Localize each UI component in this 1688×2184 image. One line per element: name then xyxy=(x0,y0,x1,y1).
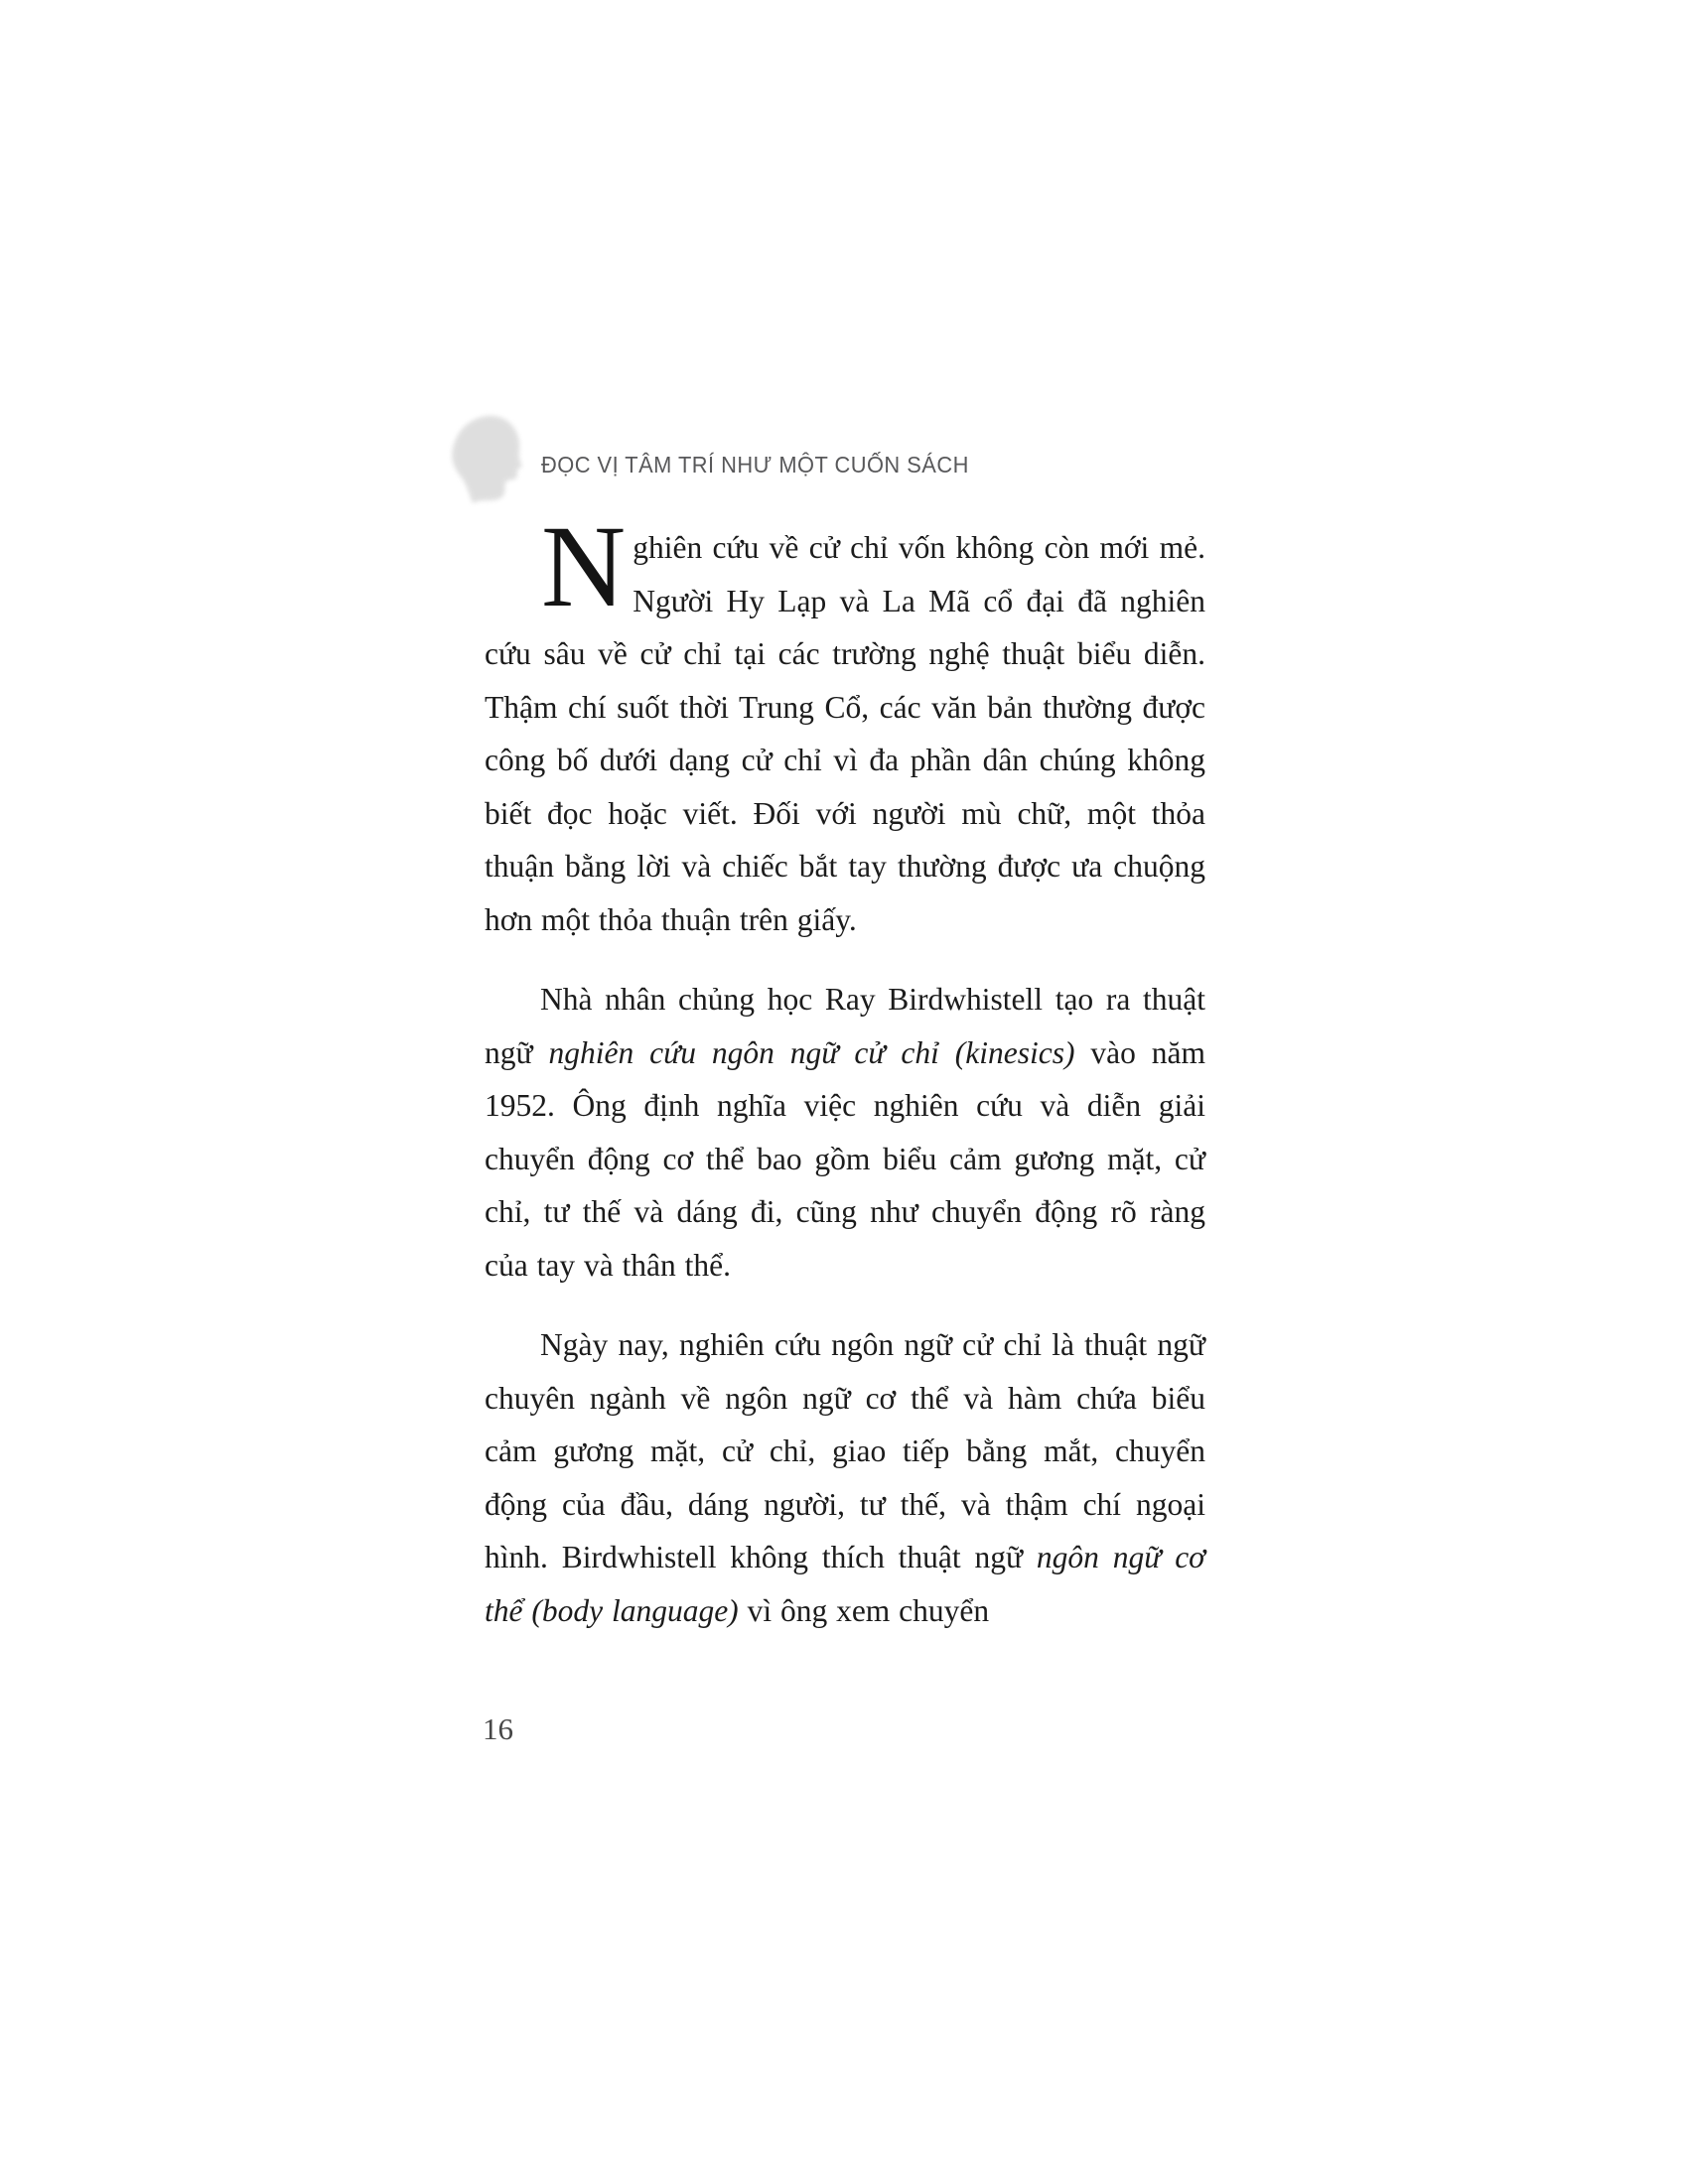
text-segment: vào năm 1952. Ông định nghĩa việc nghiên cứu và diễn giải chuyển động cơ thể bao gồm biểu cảm gương mặt, cử chỉ, tư thế và dáng đi, cũng như chuyển động rõ ràng của tay và thân thể. xyxy=(485,1034,1205,1283)
italic-term: nghiên cứu ngôn ngữ cử chỉ (kinesics) xyxy=(548,1034,1075,1070)
running-header: ĐỌC VỊ TÂM TRÍ NHƯ MỘT CUỐN SÁCH xyxy=(541,452,969,478)
head-silhouette-icon xyxy=(445,413,534,512)
text-segment: Nhà nhân chủng học Ray Birdwhistell tạo ra thuật ngữ xyxy=(485,982,1205,1070)
page-number: 16 xyxy=(483,1711,513,1746)
text-segment: ghiên cứu về cử chỉ vốn không còn mới mẻ. Người Hy Lạp và La Mã cổ đại đã nghiên cứu sâu về cử chỉ tại các trường nghệ thuật biểu diễn. Thậm chí suốt thời Trung Cổ, các văn bản thường được công bố dưới dạng cử chỉ vì đa phần dân chúng không biết đọc hoặc viết. Đối với người mù chữ, một thỏa thuận bằng lời và chiếc bắt tay thường được ưa chuộng hơn một thỏa thuận trên giấy. xyxy=(485,530,1205,937)
paragraph xyxy=(485,1318,1205,1637)
paragraph xyxy=(485,501,1205,946)
drop-cap: N xyxy=(541,501,627,631)
paragraph xyxy=(485,973,1205,1292)
body-text xyxy=(485,501,1205,1637)
italic-term: ngôn ngữ cơ thể (body language) xyxy=(485,1540,1205,1628)
text-segment: vì ông xem chuyển xyxy=(738,1592,990,1628)
text-segment: Ngày nay, nghiên cứu ngôn ngữ cử chỉ là thuật ngữ chuyên ngành về ngôn ngữ cơ thể và hàm chứa biểu cảm gương mặt, cử chỉ, giao tiếp bằng mắt, chuyển động của đầu, dáng người, tư thế, và thậm chí ngoại hình. Birdwhistell không thích thuật ngữ xyxy=(485,1327,1205,1574)
